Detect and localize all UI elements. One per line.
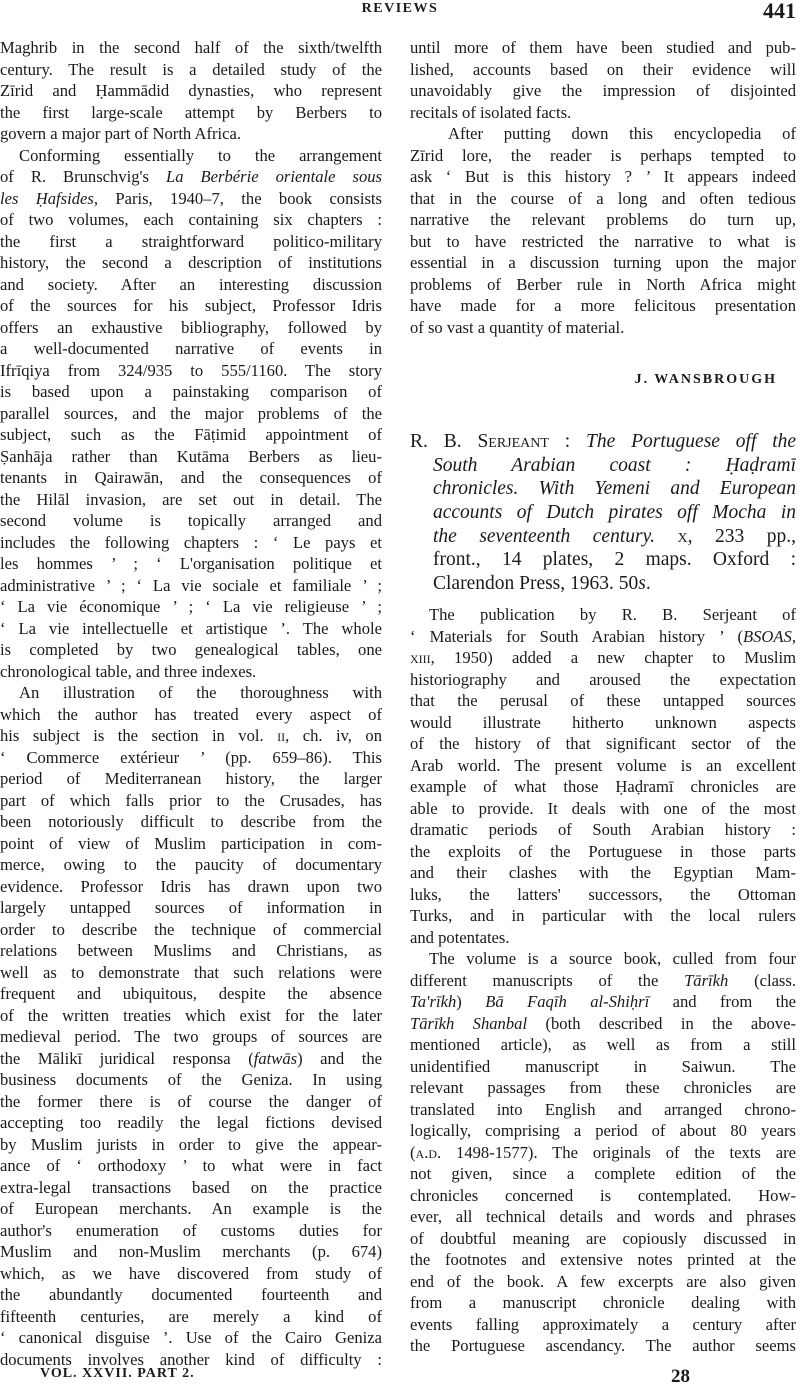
small-caps-text: Serjeant [477, 431, 549, 452]
small-caps-text: xiii [410, 648, 431, 667]
text-run [655, 526, 678, 547]
text-line [410, 948, 796, 970]
text-line [410, 1077, 796, 1099]
text-line [0, 381, 382, 403]
text-run: An illustration of the thoroughness with [19, 683, 382, 702]
text-line [0, 360, 382, 382]
text-line [410, 712, 796, 734]
left-column-text [0, 37, 382, 1370]
text-line [410, 1228, 796, 1250]
text-run: accepting too readily the legal fictions devised [0, 1113, 382, 1132]
text-run: Zīrid lore, the reader is perhaps tempted to [410, 145, 796, 165]
text-run: that the perusal of these untapped sources [410, 691, 796, 710]
text-run: frequent and ubiquitous, despite the absence [0, 984, 382, 1003]
small-caps-text: ii [277, 726, 286, 745]
italic-text: les Ḥafsides [0, 188, 94, 208]
text-line [410, 798, 796, 820]
text-run: point of view of Muslim participation in com- [0, 833, 382, 853]
italic-text: chronicles. With Yemeni and European [433, 478, 796, 500]
text-run: essential in a discussion turning upon the major [410, 253, 796, 272]
italic-text: The Portuguese off the [586, 431, 796, 452]
text-run: his subject is the section in vol. [0, 726, 278, 745]
text-line [410, 188, 796, 210]
text-run: of two volumes, each containing six chapters : [0, 210, 382, 229]
text-run: ‘ Materials for South Arabian history ’ ( [410, 626, 743, 646]
text-run: ‘ canonical disguise ’. Use of the Cairo Geniza [0, 1328, 382, 1347]
text-run: ‘ Commerce extérieur ’ (pp. 659–86). This [0, 747, 382, 767]
text-run: . [645, 573, 651, 595]
text-run: the footnotes and extensive notes printed at the [410, 1250, 796, 1269]
text-run: been notoriously difficult to describe from the [0, 812, 382, 831]
text-run: different manuscripts of the [410, 970, 685, 990]
text-run: of so vast a quantity of material. [410, 317, 625, 337]
text-line [410, 430, 796, 454]
text-line [410, 1013, 796, 1035]
text-run: The volume is a source book, culled from four [429, 949, 796, 968]
text-line [410, 231, 796, 253]
text-line [0, 1220, 382, 1242]
text-run: lished, accounts based on their evidence will [410, 59, 796, 79]
text-run: of the written treaties which exist for the later [0, 1005, 382, 1025]
text-run: until more of them have been studied and pub- [410, 38, 796, 57]
text-line [0, 145, 382, 167]
italic-text: La Berbérie orientale sous [166, 167, 382, 186]
text-line [0, 37, 382, 59]
text-line [410, 1163, 796, 1185]
text-line [410, 1185, 796, 1207]
text-run: the exploits of the Portuguese in those parts [410, 841, 796, 861]
paragraph [410, 948, 796, 1357]
text-line [410, 37, 796, 59]
text-run: the former there is of course the danger of [0, 1091, 382, 1111]
text-run: Maghrib in the second half of the sixth/twelfth [0, 38, 382, 57]
text-run: Conforming essentially to the arrangement [19, 145, 382, 165]
text-line [0, 876, 382, 898]
text-run: tenants in Qairawān, and the consequences of [0, 468, 382, 487]
text-run: extra-legal transactions based on the practice [0, 1177, 382, 1197]
text-run: Ṣanhāja rather than Kutāma Berbers as lieu- [0, 446, 382, 466]
text-run: the Hilāl invasion, are set out in detail. The [0, 489, 382, 509]
text-line [0, 833, 382, 855]
text-run: and society. After an interesting discussion [0, 274, 382, 294]
text-line [0, 1306, 382, 1328]
text-line [410, 317, 796, 339]
text-line [0, 209, 382, 231]
small-caps-text: x [677, 525, 688, 547]
text-line [0, 274, 382, 296]
text-run: ) and the [297, 1048, 382, 1068]
text-run: relevant passages from these chronicles are [410, 1078, 796, 1097]
text-run: Muslim and non-Muslim merchants (p. 674) [0, 1242, 382, 1261]
text-run: evidence. Professor Idris has drawn upon two [0, 876, 382, 896]
text-line [0, 1005, 382, 1027]
right-column-review-body [410, 604, 796, 1357]
running-title: REVIEWS [361, 1, 439, 16]
text-line [0, 811, 382, 833]
text-run: ever, all technical details and words and phrases [410, 1207, 796, 1226]
text-line [410, 1335, 796, 1357]
italic-text: BSOAS [742, 626, 792, 646]
text-run: the first large-scale attempt by Berbers to [0, 102, 382, 122]
text-line [410, 1271, 796, 1293]
text-line [0, 317, 382, 339]
review-heading [410, 430, 796, 596]
text-run: and their clashes with the Egyptian Mam- [410, 863, 796, 882]
text-line [410, 1142, 796, 1164]
text-line [0, 102, 382, 124]
text-line [0, 510, 382, 532]
text-line [0, 768, 382, 790]
text-line [0, 661, 382, 683]
text-line [410, 572, 796, 596]
text-line [410, 454, 796, 478]
text-run: front., 14 plates, 2 maps. Oxford : [433, 549, 796, 571]
text-line [0, 1284, 382, 1306]
text-line [0, 1048, 382, 1070]
text-run: example of what those Ḥaḍramī chronicles are [410, 777, 796, 796]
text-run: the abundantly documented fourteenth and [0, 1285, 382, 1304]
text-run: and from the [649, 992, 796, 1011]
text-run: of the history of that significant sector of the [410, 734, 796, 753]
text-line [0, 1112, 382, 1134]
text-run: After putting down this encyclopedia of [448, 124, 796, 143]
text-run: period of Mediterranean history, the larger [0, 769, 382, 788]
text-line [0, 489, 382, 511]
text-run: of doubtful meaning are copiously discussed in [410, 1228, 796, 1248]
text-line [0, 618, 382, 640]
text-line [0, 1327, 382, 1349]
text-line [0, 1263, 382, 1285]
italic-text: Bā Faqīh al-Shiḥrī [485, 992, 650, 1011]
text-run: the Portuguese ascendancy. The author seems [410, 1336, 796, 1355]
text-run: largely untapped sources of information in [0, 898, 382, 917]
text-run: century. The result is a detailed study of the [0, 59, 382, 79]
italic-text: South Arabian coast : Ḥaḍramī [433, 454, 796, 476]
text-run: part of which falls prior to the Crusades, has [0, 790, 382, 810]
text-run: from a manuscript chronicle dealing with [410, 1293, 796, 1312]
text-run: , 233 pp., [687, 525, 796, 547]
text-line [0, 467, 382, 489]
small-caps-text: a.d. [415, 1142, 442, 1162]
text-run: is completed by two genealogical tables, one [0, 640, 382, 659]
text-run: and potentates. [410, 927, 510, 947]
text-line [0, 231, 382, 253]
text-run: events falling approximately a century after [410, 1314, 796, 1334]
text-run: author's enumeration of customs duties for [0, 1220, 382, 1240]
text-run: of European merchants. An example is the [0, 1199, 382, 1218]
text-run: parallel sources, and the major problems of the [0, 403, 382, 423]
text-line [0, 596, 382, 618]
text-line [0, 682, 382, 704]
text-run: historiography and aroused the expectation [410, 669, 796, 689]
text-line [410, 905, 796, 927]
text-run: Turks, and in particular with the local rulers [410, 906, 796, 925]
text-run: history, the second a description of institutions [0, 253, 382, 272]
italic-text: Tārīkh Shanbal [410, 1013, 528, 1033]
text-run: (class. [728, 970, 796, 990]
text-run: logically, comprising a period of about 80 years [410, 1121, 796, 1140]
text-run: not given, since a complete edition of the [410, 1164, 796, 1183]
text-run: business documents of the Geniza. In using [0, 1070, 382, 1089]
text-line [410, 1314, 796, 1336]
text-line [0, 919, 382, 941]
text-run: , [791, 626, 796, 646]
text-line [410, 884, 796, 906]
text-run: problems of Berber rule in North Africa might [410, 274, 796, 294]
text-run: by Muslim jurists in order to give the appear- [0, 1134, 382, 1154]
text-line [410, 690, 796, 712]
text-run: administrative ’ ; ‘ La vie sociale et familiale ’ ; [0, 575, 382, 595]
text-run: govern a major part of North Africa. [0, 124, 241, 143]
text-line [410, 776, 796, 798]
text-run: mentioned article), as well as from a still [410, 1035, 796, 1054]
text-run: les hommes ’ ; ‘ L'organisation politique et [0, 554, 382, 573]
text-run: second volume is topically arranged and [0, 511, 382, 530]
text-line [410, 123, 796, 145]
text-run: relations between Muslims and Christians, as [0, 941, 382, 960]
text-line [410, 548, 796, 572]
italic-text: Tārīkh [684, 970, 729, 990]
text-line [0, 166, 382, 188]
text-line [0, 553, 382, 575]
text-line [0, 962, 382, 984]
text-run: chronicles concerned is contemplated. How- [410, 1185, 796, 1205]
text-run: includes the following chapters : ‘ Le pays et [0, 532, 382, 552]
reviewer-signature: J. WANSBROUGH [634, 372, 777, 387]
text-run: merce, owing to the paucity of documentary [0, 855, 382, 874]
text-run: the Mālikī juridical responsa ( [0, 1048, 254, 1068]
text-run: , Paris, 1940–7, the book consists [93, 188, 382, 208]
text-run: but to have restricted the narrative to what is [410, 231, 796, 251]
text-line [410, 1120, 796, 1142]
text-line [410, 1034, 796, 1056]
italic-text: Ta'rīkh [410, 992, 457, 1011]
text-line [410, 477, 796, 501]
text-line [410, 102, 796, 124]
text-line [0, 295, 382, 317]
text-line [410, 295, 796, 317]
text-line [0, 188, 382, 210]
text-run: subject, such as the Fāṭimid appointment of [0, 425, 382, 444]
text-line [0, 532, 382, 554]
text-line [410, 927, 796, 949]
text-run: ‘ La vie intellectuelle et artistique ’. The whole [0, 618, 382, 638]
text-line [410, 1056, 796, 1078]
text-run: ance of ‘ orthodoxy ’ to what were in fact [0, 1156, 382, 1175]
text-run: of R. Brunschvig's [0, 167, 166, 186]
text-line [0, 1069, 382, 1091]
text-run: translated into English and arranged chrono- [410, 1099, 796, 1119]
text-line [0, 1177, 382, 1199]
text-run: a well-documented narrative of events in [0, 339, 382, 358]
text-run: R. B. [410, 431, 478, 452]
text-run: is based upon a painstaking comparison of [0, 382, 382, 401]
text-run: able to provide. It deals with one of the most [410, 798, 796, 818]
text-run: chronological table, and three indexes. [0, 661, 257, 681]
text-run: , ch. iv, on [285, 726, 382, 745]
text-run: would illustrate hitherto unknown aspects [410, 712, 796, 732]
text-line [410, 274, 796, 296]
text-run: recitals of isolated facts. [410, 102, 572, 122]
italic-text: the seventeenth century. [433, 525, 656, 547]
italic-text: s [638, 573, 646, 595]
text-run: Arab world. The present volume is an excellent [410, 755, 796, 775]
text-run: (both described in the above- [527, 1013, 796, 1033]
right-column-review-conclusion [410, 37, 796, 338]
paragraph [410, 604, 796, 948]
paragraph [410, 123, 796, 338]
text-line [0, 940, 382, 962]
text-run: dramatic periods of South Arabian history : [410, 820, 796, 839]
text-run: , 1950) added a new chapter to Muslim [430, 648, 796, 667]
text-run: luks, the latters' successors, the Ottoman [410, 884, 796, 904]
text-line [410, 80, 796, 102]
text-line [0, 790, 382, 812]
text-run: : [548, 431, 587, 452]
text-line [0, 80, 382, 102]
text-line [410, 604, 796, 626]
text-line [0, 575, 382, 597]
text-run: medieval period. The two groups of sources are [0, 1027, 382, 1046]
text-line [410, 970, 796, 992]
text-run: order to describe the technique of commercial [0, 919, 382, 939]
text-line [410, 819, 796, 841]
text-line [410, 862, 796, 884]
text-line [410, 252, 796, 274]
italic-text: accounts of Dutch pirates off Mocha in [433, 502, 796, 524]
text-line [0, 854, 382, 876]
text-run: well as to demonstrate that such relations were [0, 962, 382, 982]
text-line [410, 841, 796, 863]
text-line [0, 252, 382, 274]
text-run: documents involves another kind of difficulty : [0, 1349, 382, 1369]
text-line [0, 338, 382, 360]
footer-volume: VOL. XXVII. PART 2. [40, 1366, 195, 1381]
text-run: unidentified manuscript in Saiwun. The [410, 1056, 796, 1076]
text-run: narrative the relevant problems do turn up, [410, 210, 796, 229]
page-number: 441 [763, 0, 796, 23]
text-line [0, 424, 382, 446]
text-line [410, 145, 796, 167]
text-run: Ifrīqiya from 324/935 to 555/1160. The story [0, 360, 382, 380]
text-line [410, 501, 796, 525]
italic-text: fatwās [253, 1048, 298, 1068]
text-line [410, 991, 796, 1013]
text-line [0, 446, 382, 468]
text-run: which, as we have discovered from study of [0, 1263, 382, 1283]
text-line [0, 983, 382, 1005]
paragraph [0, 37, 382, 145]
text-run: end of the book. A few excerpts are also given [410, 1271, 796, 1291]
text-line [0, 403, 382, 425]
text-run: Clarendon Press, 1963. 50 [433, 573, 639, 595]
text-line [410, 626, 796, 648]
text-line [0, 897, 382, 919]
text-line [0, 639, 382, 661]
text-line [410, 209, 796, 231]
text-run: have made for a more felicitous presentation [410, 296, 796, 315]
text-run: offers an exhaustive bibliography, followed by [0, 317, 382, 337]
text-line [0, 1241, 382, 1263]
text-line [0, 1026, 382, 1048]
text-run: unavoidably give the impression of disjointed [410, 81, 796, 100]
text-run: The publication by R. B. Serjeant of [429, 605, 796, 624]
text-run: of the sources for his subject, Professor Idris [0, 296, 382, 315]
text-line [410, 755, 796, 777]
text-line [0, 123, 382, 145]
text-run: ‘ La vie économique ’ ; ‘ La vie religieuse ’ ; [0, 597, 382, 616]
text-line [410, 647, 796, 669]
text-line [0, 1134, 382, 1156]
text-line [410, 1206, 796, 1228]
paragraph [0, 145, 382, 683]
text-run: ask ‘ But is this history ? ’ It appears indeed [410, 167, 796, 186]
text-line [0, 1091, 382, 1113]
text-run: ) [456, 992, 486, 1011]
text-line [0, 704, 382, 726]
text-line [410, 525, 796, 549]
text-run: that in the course of a long and often tedious [410, 188, 796, 208]
text-line [410, 733, 796, 755]
text-line [0, 59, 382, 81]
text-run: ( [410, 1142, 416, 1162]
text-line [0, 1155, 382, 1177]
text-run: fifteenth centuries, are merely a kind of [0, 1306, 382, 1326]
text-run: which the author has treated every aspect of [0, 704, 382, 724]
text-line [410, 1249, 796, 1271]
text-line [0, 1198, 382, 1220]
text-line [0, 725, 382, 747]
text-line [410, 669, 796, 691]
text-run: 1498-1577). The originals of the texts are [441, 1142, 796, 1162]
text-run: the first a straightforward politico-military [0, 231, 382, 251]
text-line [410, 59, 796, 81]
text-line [0, 747, 382, 769]
footer-signature-mark: 28 [671, 1366, 690, 1387]
text-line [410, 1099, 796, 1121]
paragraph [0, 682, 382, 1370]
text-line [410, 166, 796, 188]
paragraph [410, 37, 796, 123]
text-run: Zīrid and Ḥammādid dynasties, who represent [0, 81, 382, 100]
text-line [410, 1292, 796, 1314]
